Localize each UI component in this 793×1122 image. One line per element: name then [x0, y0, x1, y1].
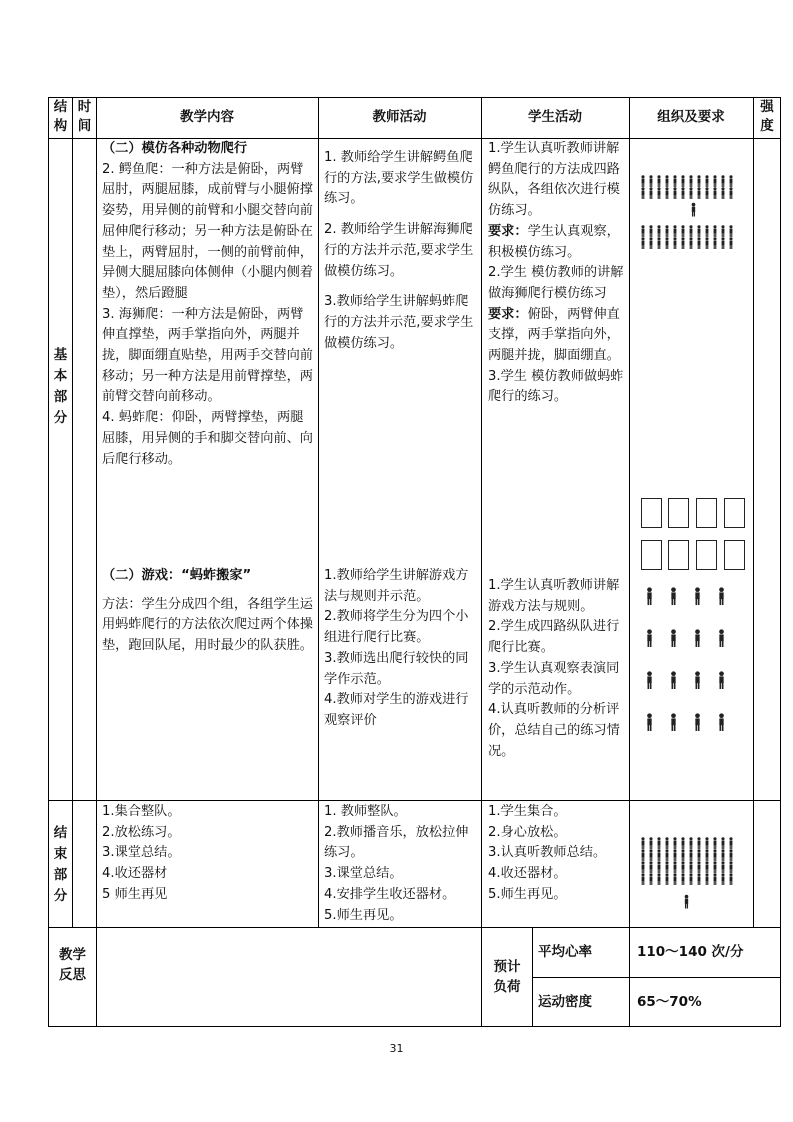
content-paragraph-crocodile: 2. 鳄鱼爬：一种方法是俯卧，两臂屈肘，两腿屈膝，成前臂与小腿俯撑姿势，用异侧的前臂和小腿交替向前屈伸爬行移动；另一种方法是俯卧在垫上，两臂屈肘，一侧的前臂前伸，异侧大腿屈膝向体侧伸（小腿内侧着垫），然后蹬腿 [102, 161, 313, 301]
person-icon [704, 184, 710, 203]
person-icon [640, 234, 646, 253]
person-icon [669, 670, 678, 694]
end-student-item: 5.师生再见。 [488, 886, 567, 902]
person-icon [728, 234, 734, 253]
person-icon [672, 870, 678, 889]
heart-rate-label: 平均心率 [538, 944, 592, 960]
person-icon [720, 184, 726, 203]
header-teacher: 教师活动 [372, 109, 427, 125]
end-student-item: 2.身心放松。 [488, 824, 567, 840]
end-teacher-cell [324, 802, 476, 926]
density-label: 运动密度 [538, 994, 592, 1010]
person-icon [696, 870, 702, 889]
mat-icon [668, 540, 689, 570]
content-paragraph-grasshopper: 4. 蚂蚱爬：仰卧，两臂撑垫，两腿屈膝，用异侧的手和脚交替向前、向后爬行移动。 [102, 410, 313, 467]
teacher-game-item-1: 1.教师给学生讲解游戏方法与规则并示范。 [324, 568, 469, 604]
end-teacher-item: 2.教师播音乐，放松拉伸练习。 [324, 824, 469, 861]
teacher-figure-icon [690, 202, 697, 223]
mat-icon [696, 498, 717, 528]
header-organization: 组织及要求 [657, 109, 725, 125]
person-icon [648, 234, 654, 253]
end-reflection-divider [48, 927, 781, 928]
col-divider-2 [96, 97, 97, 1026]
student-req-2-text: 俯卧，两臂伸直支撑，两手掌指向外，两腿并拢，脚面绷直。 [488, 306, 620, 364]
col-divider-6 [753, 97, 754, 927]
person-icon [720, 870, 726, 889]
end-content-item: 2.放松练习。 [102, 824, 181, 840]
student-item-1: 1.学生认真听教师讲解鳄鱼爬行的方法成四路纵队，各组依次进行模仿练习。 [488, 141, 620, 219]
person-icon [645, 628, 654, 652]
end-teacher-item: 1. 教师整队。 [324, 804, 407, 819]
person-icon [717, 670, 726, 694]
person-icon [680, 870, 686, 889]
person-icon [669, 586, 678, 610]
person-icon [712, 870, 718, 889]
teacher-item-1: 1. 教师给学生讲解鳄鱼爬行的方法,要求学生做模仿练习。 [324, 150, 474, 207]
reflection-label: 教学反思 [59, 947, 86, 983]
teacher-game-item-4: 4.教师对学生的游戏进行观察评价 [324, 692, 469, 728]
person-icon [720, 234, 726, 253]
end-student-item: 4.收还器材。 [488, 866, 567, 882]
teacher-game-item-3: 3.教师选出爬行较快的同学作示范。 [324, 650, 469, 687]
mat-icon [641, 498, 662, 528]
end-content-item: 5 师生再见 [102, 886, 168, 902]
end-student-cell [488, 802, 626, 906]
person-icon [656, 234, 662, 253]
page-number: 31 [389, 1042, 404, 1055]
person-icon [693, 712, 702, 736]
student-game-item-2: 2.学生成四路纵队进行爬行比赛。 [488, 619, 620, 656]
header-content: 教学内容 [180, 109, 234, 125]
col-divider-5 [629, 97, 630, 1026]
student-req-2-label: 要求： [488, 306, 528, 322]
heart-rate-value: 110～140 次/分 [637, 944, 744, 960]
student-item-3: 3.学生 模仿教师做蚂蚱爬行的练习。 [488, 368, 624, 405]
person-icon [693, 628, 702, 652]
predict-load-label: 预计负荷 [493, 959, 521, 995]
col-divider-3 [318, 97, 319, 927]
person-icon [645, 670, 654, 694]
teacher-game-item-2: 2.教师将学生分为四个小组进行爬行比赛。 [324, 609, 469, 646]
basic-teacher-cell [324, 148, 476, 354]
person-icon [640, 184, 646, 203]
basic-end-divider [48, 800, 781, 801]
person-icon [688, 234, 694, 253]
person-icon [717, 712, 726, 736]
person-icon [712, 234, 718, 253]
table-border-top [48, 97, 781, 98]
header-intensity: 强度 [760, 99, 774, 134]
person-icon [664, 184, 670, 203]
student-req-2 [488, 305, 626, 367]
person-icon [717, 628, 726, 652]
end-student-item: 3.认真听教师总结。 [488, 845, 607, 861]
formation-row-2 [640, 184, 734, 203]
student-item-2: 2.学生 模仿教师的讲解做海狮爬行模仿练习 [488, 265, 624, 301]
basic-student-game-cell [488, 576, 626, 762]
person-icon [672, 184, 678, 203]
person-icon [717, 586, 726, 610]
person-icon [688, 184, 694, 203]
person-icon [696, 184, 702, 203]
section-label-basic: 基本部分 [53, 347, 68, 426]
content-title-crawl: （二）模仿各种动物爬行 [102, 141, 248, 156]
mat-icon [724, 498, 745, 528]
person-icon [640, 870, 646, 889]
basic-teacher-game-cell [324, 566, 476, 732]
mat-icon [724, 540, 745, 570]
end-teacher-item: 4.安排学生收还器材。 [324, 886, 456, 902]
person-icon [704, 870, 710, 889]
person-icon [648, 870, 654, 889]
person-icon [693, 586, 702, 610]
col-divider-4 [481, 97, 482, 1026]
section-label-end: 结束部分 [53, 825, 68, 904]
person-icon [656, 870, 662, 889]
person-icon [656, 184, 662, 203]
person-icon [712, 184, 718, 203]
formation-row-4 [640, 234, 734, 253]
basic-student-cell [488, 139, 626, 408]
basic-content-game-cell [102, 566, 314, 657]
content-paragraph-game: 方法：学生分成四个组，各组学生运用蚂蚱爬行的方法依次爬过两个体操垫，跑回队尾，用时最少的队获胜。 [102, 596, 313, 654]
header-student: 学生活动 [528, 109, 582, 125]
student-game-item-3: 3.学生认真观察表演同学的示范动作。 [488, 660, 620, 697]
mat-icon [696, 540, 717, 570]
end-content-item: 3.课堂总结。 [102, 845, 181, 861]
content-title-game: （二）游戏：“蚂蚱搬家” [102, 568, 252, 583]
person-icon [728, 184, 734, 203]
end-teacher-item: 3.课堂总结。 [324, 866, 403, 882]
end-student-item: 1.学生集合。 [488, 804, 567, 819]
teacher-item-3: 3.教师给学生讲解蚂蚱爬行的方法并示范,要求学生做模仿练习。 [324, 294, 474, 351]
student-game-item-1: 1.学生认真听教师讲解游戏方法与规则。 [488, 578, 620, 614]
end-teacher-item: 5.师生再见。 [324, 907, 403, 923]
person-icon [688, 870, 694, 889]
content-paragraph-sealion: 3. 海狮爬：一种方法是俯卧，两臂伸直撑垫，两手掌指向外，两腿并拢，脚面绷直贴垫，用两手交替向前移动；另一种方法是用前臂撑垫，两前臂交替向前移动。 [102, 306, 313, 405]
load-divider [532, 977, 781, 978]
person-icon [664, 870, 670, 889]
person-icon [680, 184, 686, 203]
person-icon [664, 234, 670, 253]
col-divider-load [532, 927, 533, 1026]
teacher-figure-icon [683, 894, 690, 915]
end-formation-row-4 [640, 870, 734, 889]
person-icon [704, 234, 710, 253]
col-divider-1 [72, 97, 73, 927]
person-icon [696, 234, 702, 253]
student-req-1-label: 要求： [488, 223, 528, 239]
student-req-1 [488, 222, 626, 263]
person-icon [645, 712, 654, 736]
person-icon [672, 234, 678, 253]
header-structure: 结构 [53, 99, 68, 134]
end-content-item: 1.集合整队。 [102, 804, 181, 819]
density-value: 65～70% [637, 994, 702, 1010]
student-req-1-text: 学生认真观察，积极模仿练习。 [488, 223, 620, 260]
end-content-cell [102, 802, 314, 906]
person-icon [669, 628, 678, 652]
table-border-bottom [48, 1026, 781, 1027]
student-game-item-4: 4.认真听教师的分析评价，总结自己的练习情况。 [488, 702, 620, 759]
person-icon [693, 670, 702, 694]
header-time: 时间 [77, 99, 92, 134]
person-icon [680, 234, 686, 253]
person-icon [669, 712, 678, 736]
person-icon [645, 586, 654, 610]
mat-icon [668, 498, 689, 528]
person-icon [728, 870, 734, 889]
end-content-item: 4.收还器材 [102, 866, 168, 882]
teacher-item-2: 2. 教师给学生讲解海狮爬行的方法并示范,要求学生做模仿练习。 [324, 222, 474, 279]
person-icon [648, 184, 654, 203]
mat-icon [641, 540, 662, 570]
basic-content-cell [102, 139, 314, 470]
table-border-right [780, 97, 781, 1026]
